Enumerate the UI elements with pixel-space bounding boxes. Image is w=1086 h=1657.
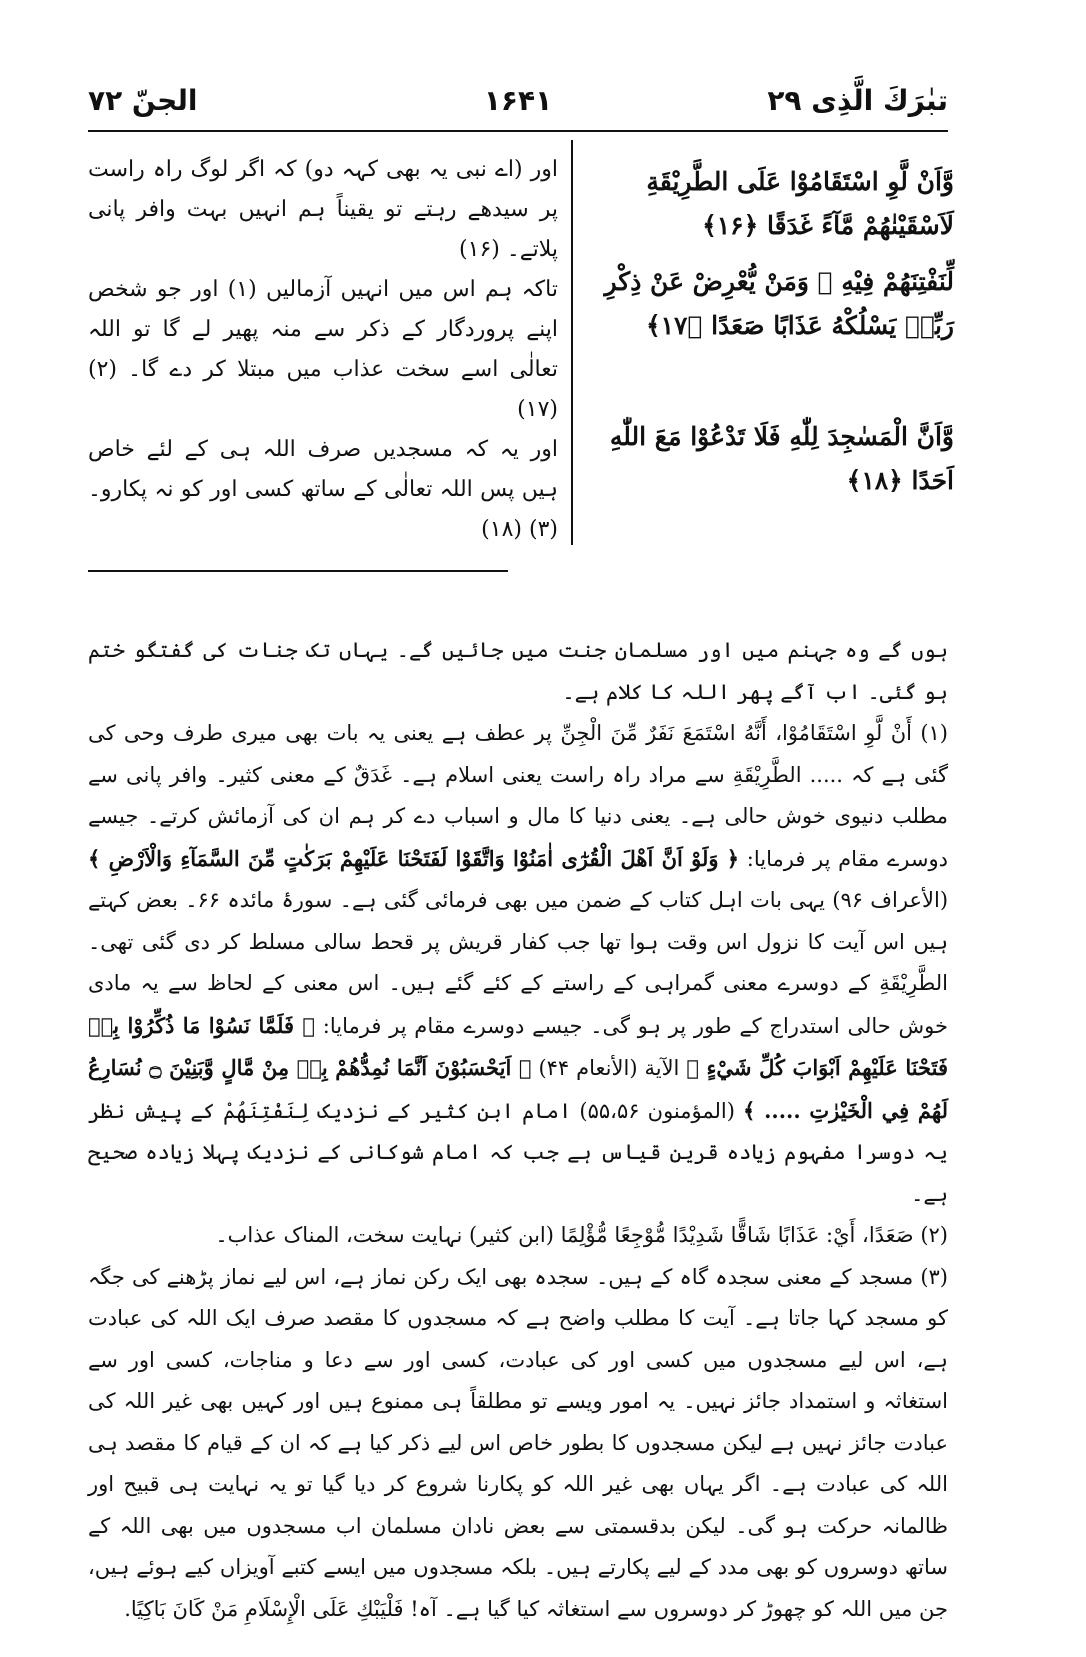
footnote-1-quote-1: ﴿ وَلَوْ اَنَّ اَهْلَ الْقُرٰٓى اٰمَنُوْا وَاتَّقَوْا لَفَتَحْنَا عَلَيْهِمْ بَرَكٰتٍ مِّنَ السَّمَآءِ وَالْاَرْضِ ﴾: [88, 845, 740, 871]
footnote-1-ref-1: (الأعراف ۹۶): [832, 888, 949, 912]
footnote-1-ref-2: الآية (الأنعام ۴۴): [538, 1056, 680, 1080]
surah-title: الجنّ ۷۲: [88, 84, 198, 117]
footnote-rule: [88, 570, 508, 572]
footnote-1-end: امام ابن کثیر کے نزدیک لِنَفْتِنَهُمْ کے پیش نظر یہ دوسرا مفہوم زیادہ قرین قیاس ہے جب کہ امام شوکانی کے نزدیک پہلا زیادہ صحیح ہے۔: [88, 1098, 948, 1206]
footnote-1-continued: یہی بات اہل کتاب کے ضمن میں بھی فرمائی گئی ہے۔ سورۂ مائدہ ۶۶۔ بعض کہتے ہیں اس آیت کا نزول اس وقت ہوا تھا جب کفار قریش پر قحط سالی مسلط کر دی گئی تھی۔ الطَّرِيْقَةِ کے دوسرے معنی گمراہی کے راستے کے کئے گئے ہیں۔ اس معنی کے لحاظ سے یہ مادی خوش حالی استدراج کے طور پر ہو گی۔ جیسے دوسرے مقام پر فرمایا:: [88, 888, 949, 1038]
page-header: [88, 80, 948, 124]
ayah-18: وَّاَنَّ الْمَسٰجِدَ لِلّٰهِ فَلَا تَدْعُوْا مَعَ اللّٰهِ اَحَدًا ﴿۱۸﴾: [609, 422, 954, 495]
footnote-2: (۲) صَعَدًا، أَيْ: عَذَابًا شَاقًّا شَدِيْدًا مُّوْجِعًا مُّؤْلِمًا (ابن کثیر) نہایت سخت، المناک عذاب۔: [215, 1223, 948, 1247]
ayah-17: لِّنَفْتِنَهُمْ فِيْهِ ۭ وَمَنْ يُّعْرِضْ عَنْ ذِكْرِ رَبِّهٖ يَسْلُكْهُ عَذَابًا صَعَدًا ﴿۱۷﴾: [604, 267, 954, 340]
footnote-intro: ہوں گے وہ جہنم میں اور مسلمان جنت میں جائیں گے۔ یہاں تک جنات کی گفتگو ختم ہو گئی۔ اب آگے پھر اللہ کا کلام ہے۔: [88, 638, 948, 704]
header-rule: [88, 130, 948, 132]
footnote-1-quote-3: ﴿ اَيَحْسَبُوْنَ اَنَّمَا نُمِدُّهُمْ بِهٖ مِنْ مَّالٍ وَّبَنِيْنَ ۝ نُسَارِعُ لَهُمْ فِي الْخَيْرٰتِ ..... ﴾: [88, 1055, 948, 1123]
translation-18: اور یہ کہ مسجدیں صرف اللہ ہی کے لئے خاص ہیں پس اللہ تعالٰی کے ساتھ کسی اور کو نہ پکارو۔ (۳) (۱۸): [88, 437, 558, 542]
translation-column: [88, 150, 558, 550]
footnote-1: [88, 713, 948, 1215]
footnotes: [88, 630, 948, 1630]
footnote-1-ref-3: (المؤمنون ۵۵،۵۶): [579, 1098, 735, 1123]
footnote-3: (۳) مسجد کے معنی سجدہ گاہ کے ہیں۔ سجدہ بھی ایک رکن نماز ہے، اس لیے نماز پڑھنے کی جگہ کو مسجد کہا جاتا ہے۔ آیت کا مطلب واضح ہے کہ مسجدوں کا مقصد صرف ایک اللہ کی عبادت ہے، اس لیے مسجدوں میں کسی اور کی عبادت، کسی اور سے دعا و مناجات، کسی اور سے استغاثہ و استمداد جائز نہیں۔ یہ امور ویسے تو مطلقاً ہی ممنوع ہیں اور کہیں بھی غیر اللہ کی عبادت جائز نہیں ہے لیکن مسجدوں کا بطور خاص اس لیے ذکر کیا ہے کہ ان کے قیام کا مقصد ہی اللہ کی عبادت ہے۔ اگر یہاں بھی غیر اللہ کو پکارنا شروع کر دیا گیا تو یہ نہایت ہی قبیح اور ظالمانہ حرکت ہو گی۔ لیکن بدقسمتی سے بعض نادان مسلمان اب مسجدوں میں بھی اللہ کے ساتھ دوسروں کو بھی مدد کے لیے پکارتے ہیں۔ بلکہ مسجدوں میں ایسے کتبے آویزاں کیے ہوئے ہیں، جن میں اللہ کو چھوڑ کر دوسروں سے استغاثہ کیا گیا ہے۔ آہ! فَلْيَبْكِ عَلَى الْإِسْلَامِ مَنْ كَانَ بَاكِيًا.: [88, 1264, 949, 1621]
juz-title: تبٰرَكَ الَّذِی ۲۹: [767, 84, 948, 117]
page-number: ۱۶۴۱: [483, 84, 553, 117]
translation-17: تاکہ ہم اس میں انہیں آزمالیں (۱) اور جو شخص اپنے پروردگار کے ذکر سے منہ پھیر لے گا تو اللہ تعالٰی اسے سخت عذاب میں مبتلا کر دے گا۔ (۲) (۱۷): [88, 277, 558, 422]
footnote-1-text: (۱) أَنْ لَّوِ اسْتَقَامُوْا، أَنَّهُ اسْتَمَعَ نَفَرٌ مِّنَ الْجِنِّ پر عطف ہے یعنی یہ بات بھی میری طرف وحی کی گئی ہے کہ ..... الطَّرِيْقَةِ سے مراد راہ راست یعنی اسلام ہے۔ غَدَقٌ کے معنی کثیر۔ وافر پانی سے مطلب دنیوی خوش حالی ہے۔ یعنی دنیا کا مال و اسباب دے کر ہم ان کی آزمائش کرتے۔ جیسے دوسرے مقام پر فرمایا:: [88, 721, 948, 871]
ayah-16: وَّاَنْ لَّوِ اسْتَقَامُوْا عَلَى الطَّرِيْقَةِ لَاَسْقَيْنٰهُمْ مَّآءً غَدَقًا ﴿۱۶﴾: [646, 167, 954, 240]
translation-16: اور (اے نبی یہ بھی کہہ دو) کہ اگر لوگ راہ راست پر سیدھے رہتے تو یقیناً ہم انہیں بہت وافر پانی پلاتے۔ (۱۶): [88, 157, 558, 262]
column-divider: [571, 140, 573, 545]
footnote-1-quote-2: ﴿ فَلَمَّا نَسُوْا مَا ذُكِّرُوْا بِهٖ فَتَحْنَا عَلَيْهِمْ اَبْوَابَ كُلِّ شَيْءٍ ﴾: [88, 1012, 948, 1080]
